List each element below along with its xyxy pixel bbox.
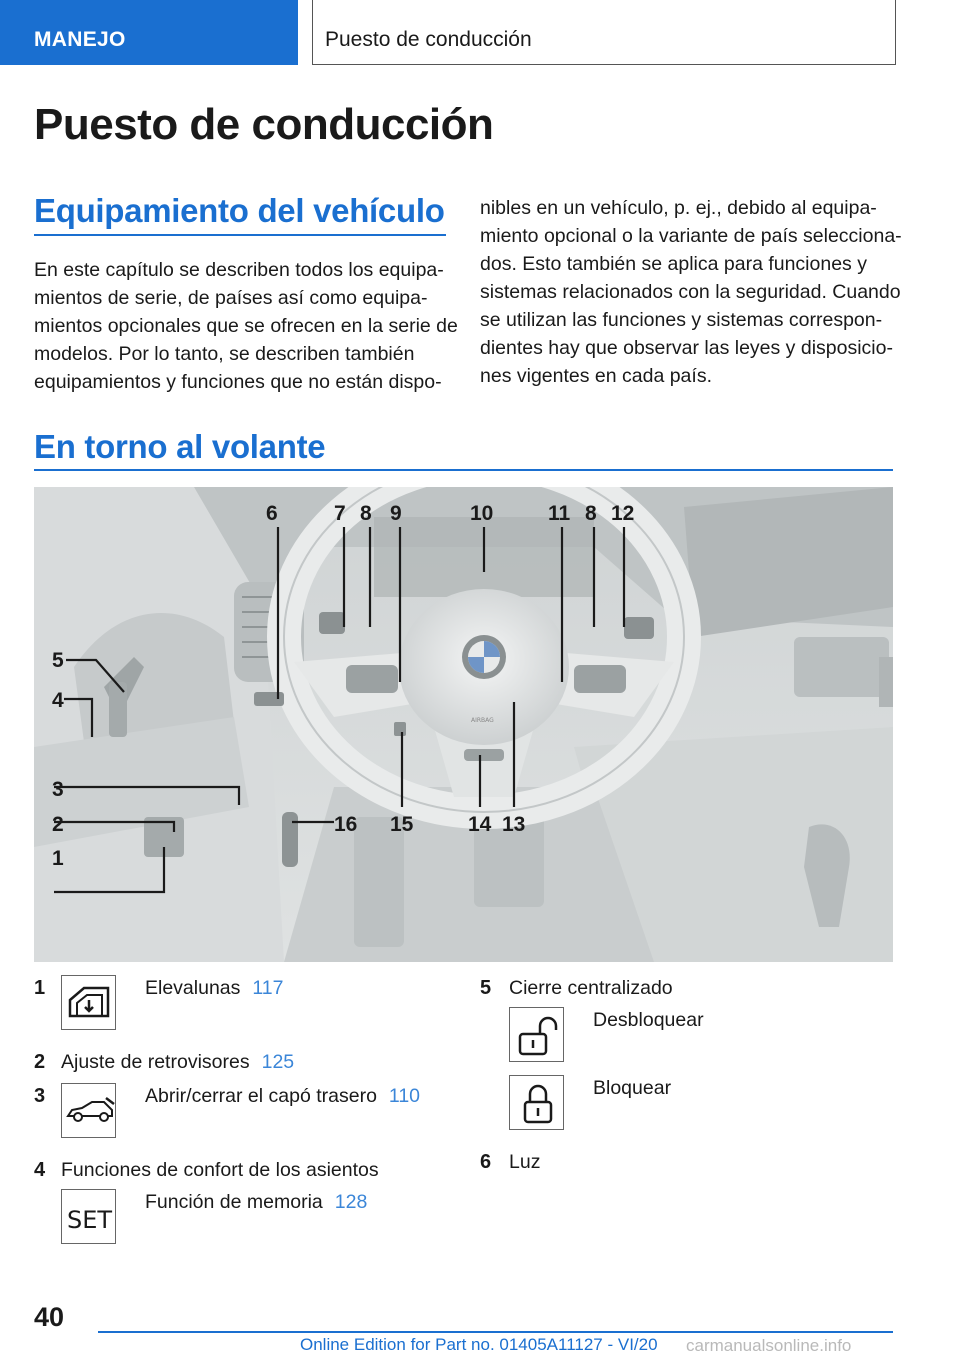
header-section-tab (0, 0, 298, 65)
header-chapter-box (312, 0, 896, 65)
section-title-equipment: Equipamiento del vehículo (34, 192, 445, 229)
legend-subitem-5a: Desbloquear (593, 1009, 704, 1031)
window-lift-icon (61, 975, 116, 1030)
text-line: miento opcional o la variante de país selecciona- (480, 225, 902, 247)
callout-5: 5 (52, 649, 64, 672)
callout-6: 6 (266, 502, 278, 525)
legend-num-5: 5 (480, 977, 492, 999)
legend-item-1 (145, 977, 284, 1000)
intro-text-col1 (34, 256, 458, 396)
callout-11: 11 (548, 502, 571, 525)
legend-subitem-4 (145, 1191, 367, 1214)
callout-7: 7 (334, 502, 346, 525)
callout-10: 10 (470, 502, 494, 525)
legend-num-3: 3 (34, 1085, 46, 1107)
section-rule (34, 469, 893, 471)
legend-item-3 (145, 1085, 420, 1108)
callout-15: 15 (390, 813, 414, 836)
callout-9: 9 (390, 502, 402, 525)
legend-num-2: 2 (34, 1051, 46, 1073)
page-link[interactable]: 110 (388, 1085, 421, 1107)
legend-label: Función de memoria (145, 1191, 323, 1213)
cockpit-illustration (34, 487, 893, 962)
watermark: carmanualsonline.info (686, 1336, 852, 1355)
lock-icon (509, 1075, 564, 1130)
text-line: equipamientos y funciones que no están dispo- (34, 371, 442, 393)
page-link[interactable]: 128 (334, 1191, 368, 1213)
legend-label: Ajuste de retrovisores (61, 1051, 250, 1073)
callout-3: 3 (52, 778, 64, 801)
section-rule (34, 234, 446, 236)
legend-subitem-5b: Bloquear (593, 1077, 672, 1099)
callout-4: 4 (52, 689, 64, 712)
legend-label: Elevalunas (145, 977, 241, 999)
footer-rule (98, 1331, 893, 1333)
text-line: sistemas relacionados con la seguridad. Cuando (480, 281, 901, 303)
text-line: dos. Esto también se aplica para funciones y (480, 253, 867, 275)
unlock-icon (509, 1007, 564, 1062)
header-chapter-label: Puesto de conducción (325, 28, 532, 51)
text-line: mientos de serie, de países así como equipa- (34, 287, 428, 309)
header-section-label: MANEJO (34, 28, 126, 51)
callout-1: 1 (52, 847, 64, 870)
page-number: 40 (34, 1302, 65, 1332)
section-title-steering: En torno al volante (34, 428, 326, 465)
set-icon-text: SET (66, 1206, 113, 1234)
legend-item-6: Luz (509, 1151, 541, 1173)
callout-14: 14 (468, 813, 492, 836)
airbag-label: AIRBAG (471, 717, 494, 724)
legend-item-5: Cierre centralizado (509, 977, 673, 999)
callout-8: 8 (360, 502, 372, 525)
legend-num-4: 4 (34, 1159, 46, 1181)
callout-8b: 8 (585, 502, 597, 525)
text-line: dientes hay que observar las leyes y disposicio- (480, 337, 893, 359)
legend-item-4: Funciones de confort de los asientos (61, 1159, 379, 1181)
callout-2: 2 (52, 813, 64, 836)
cockpit-figure (34, 487, 893, 962)
text-line: se utilizan las funciones y sistemas correspon- (480, 309, 883, 331)
legend-num-6: 6 (480, 1151, 492, 1173)
callout-16: 16 (334, 813, 358, 836)
legend-item-2 (61, 1051, 294, 1074)
car-tailgate-icon (61, 1083, 116, 1138)
text-line: nes vigentes en cada país. (480, 365, 712, 387)
text-line: mientos opcionales que se ofrecen en la serie de (34, 315, 458, 337)
text-line: En este capítulo se describen todos los equipa- (34, 259, 444, 281)
callout-13: 13 (502, 813, 526, 836)
callout-12: 12 (611, 502, 635, 525)
text-line: modelos. Por lo tanto, se describen también (34, 343, 415, 365)
set-memory-icon (61, 1189, 116, 1244)
page-link[interactable]: 117 (252, 977, 284, 999)
page-link[interactable]: 125 (261, 1051, 295, 1073)
text-line: nibles en un vehículo, p. ej., debido al equipa- (480, 197, 877, 219)
legend-label: Abrir/cerrar el capó trasero (145, 1085, 377, 1107)
legend-num-1: 1 (34, 977, 46, 999)
page-title: Puesto de conducción (34, 100, 494, 149)
footer-edition: Online Edition for Part no. 01405A11127 - VI/20 (300, 1335, 658, 1354)
intro-text-col2 (480, 194, 902, 390)
